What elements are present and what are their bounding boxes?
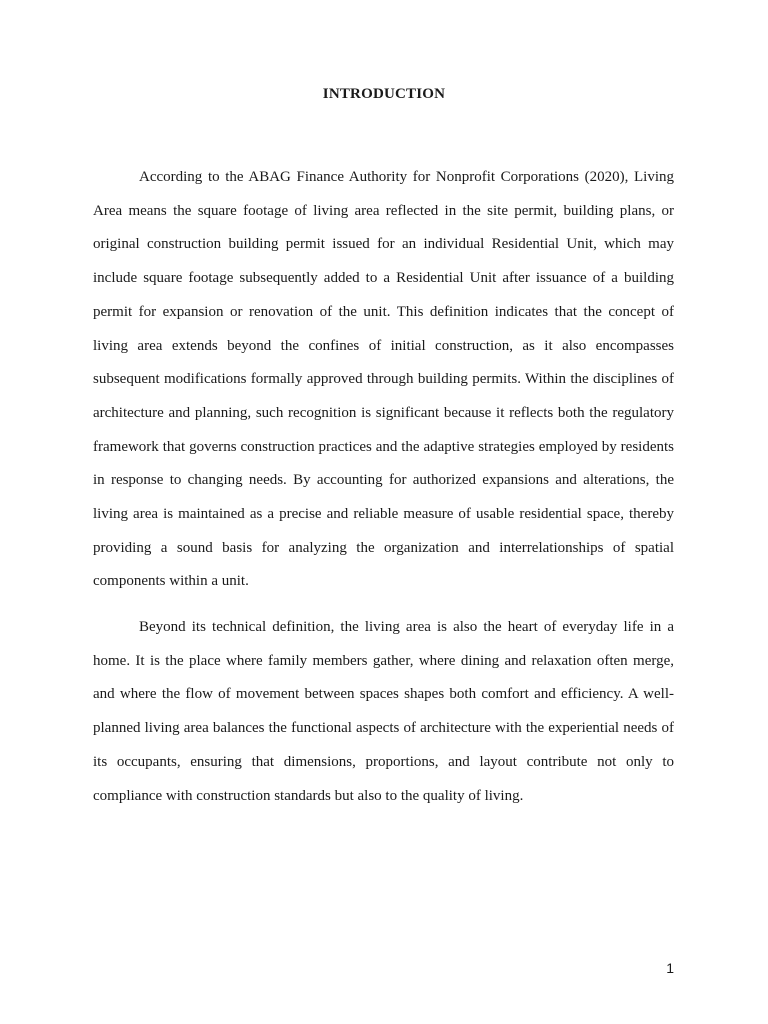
page-number: 1 bbox=[666, 960, 674, 976]
paragraph-2: Beyond its technical definition, the living area is also the heart of everyday life in a home. It is the place where family members gather, where dining and relaxation often merge, and where the flow of movement between spaces shapes both comfort and efficiency. A well-planned living area balances the functional aspects of architecture with the experiential needs of its occupants, ensuring that dimensions, proportions, and layout contribute not only to compliance with construction standards but also to the quality of living. bbox=[93, 619, 674, 804]
paragraph-1: According to the ABAG Finance Authority for Nonprofit Corporations (2020), Living Area means the square footage of living area reflected in the site permit, building plans, or original construction building permit issued for an individual Residential Unit, which may include square footage subsequently added to a Residential Unit after issuance of a building permit for expansion or renovation of the unit. This definition indicates that the concept of living area extends beyond the confines of initial construction, as it also encompasses subsequent modifications formally approved through building permits. Within the disciplines of architecture and planning, such recognition is significant because it reflects both the regulatory framework that governs construction practices and the adaptive strategies employed by residents in response to changing needs. By accounting for authorized expansions and alterations, the living area is maintained as a precise and reliable measure of usable residential space, thereby providing a sound basis for analyzing the organization and interrelationships of spatial components within a unit. bbox=[93, 169, 674, 590]
page-title: INTRODUCTION bbox=[322, 86, 446, 102]
